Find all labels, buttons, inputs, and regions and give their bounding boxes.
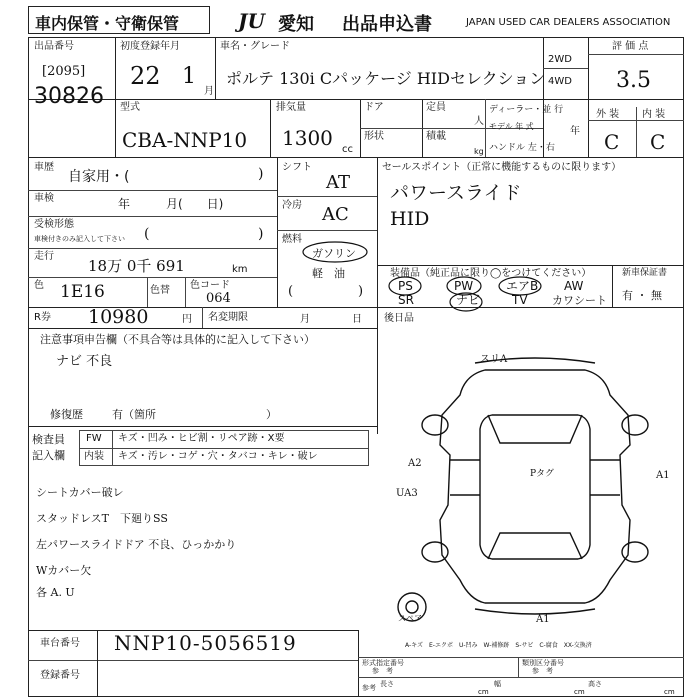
rear-items-label: 後日品 (384, 313, 414, 324)
km-unit: km (232, 264, 248, 275)
history-close: ) (258, 166, 264, 182)
receiver-label: 受検形態 (34, 219, 74, 230)
score-label: 評 価 点 (612, 41, 649, 52)
first-registration-label: 初度登録年月 (120, 41, 180, 52)
recycle-label: R券 (34, 312, 51, 323)
brand-name: 愛知 (278, 14, 314, 35)
diagram-top-note: スリA (480, 354, 508, 365)
color-replace-label: 色替 (150, 285, 170, 296)
inspector-label-1: 検査員 (32, 433, 65, 446)
registration-year: 22 (130, 62, 161, 90)
inspector-line-2: スタッドレスT 下廻りSS (36, 512, 168, 525)
equipment-seat: カワシート (552, 294, 607, 307)
equipment-tv: TV (512, 293, 528, 307)
ju-logo-text: JU (238, 9, 265, 33)
repair-history-label: 修復歴 (50, 408, 83, 421)
registration-number-label: 登録番号 (40, 670, 80, 681)
history-label: 車歴 (34, 162, 54, 173)
height-unit: cm (664, 688, 675, 696)
inspector-line-3: 左パワースライドドア 不良、ひっかかり (36, 538, 237, 551)
storage-title-box (28, 6, 210, 34)
equipment-sr: SR (398, 293, 414, 307)
color-code-label: 色コード (190, 280, 230, 291)
color-code: 064 (206, 291, 231, 306)
lot-number-label: 出品番号 (34, 41, 74, 52)
inspector-label-2: 記入欄 (32, 449, 65, 462)
shift-value: AT (326, 172, 351, 193)
person-unit: 人 (474, 116, 484, 127)
exterior-grade: C (604, 130, 620, 154)
history-value: 自家用・( (68, 169, 130, 185)
car-name-grade: ポルテ 130i Cパッケージ HIDセレクション (226, 69, 546, 88)
lot-number: 30826 (34, 84, 104, 109)
form-title: 出品申込書 (342, 14, 432, 35)
form-designation-label: 形式指定番号 (362, 659, 404, 667)
handle-label: ハンドル 左・右 (489, 143, 555, 153)
fuel-open: ( (288, 284, 294, 299)
diagram-left-a2: A2 (408, 458, 422, 469)
equipment-navi: ナビ (456, 293, 481, 307)
inspector-line-1: シートカバー破レ (36, 486, 124, 499)
storage-title: 車内保管・守衛保管 (35, 14, 180, 33)
ac-label: 冷房 (282, 200, 302, 211)
model-code: CBA-NNP10 (122, 128, 248, 152)
color-value: 1E16 (60, 282, 105, 302)
fw-items: キズ・凹み・ヒビ割・リペア跡・X要 (118, 433, 285, 444)
spare-label: スペア (398, 614, 422, 623)
interior-label: 内 装 (642, 109, 666, 120)
year-unit: 年 (570, 126, 580, 137)
capacity-label: 定員 (426, 102, 446, 113)
mileage-label: 走行 (34, 251, 54, 262)
drive-2wd: 2WD (548, 54, 572, 65)
fw-label: FW (86, 433, 102, 444)
diagram-right-a1: A1 (656, 470, 670, 481)
inspection-label: 車検 (34, 193, 54, 204)
sales-points-label: セールスポイント（正常に機能するものに限ります） (382, 162, 622, 173)
height-label: 高さ (588, 680, 602, 688)
class-number-label: 類別区分番号 (522, 659, 564, 667)
receiver-sub: 車検付きのみ記入して下さい (34, 235, 125, 243)
name-change-month: 月 (300, 314, 310, 325)
month-unit: 月 (204, 86, 214, 97)
drive-4wd: 4WD (548, 76, 572, 87)
fuel-gasoline: ガソリン (312, 247, 356, 260)
model-year-label: モデル 年 式 (489, 122, 534, 131)
repair-history-value: 有（箇所 (112, 408, 156, 421)
chassis-number: NNP10-5056519 (114, 631, 297, 655)
gasoline-circle (300, 240, 370, 264)
diagram-center-note: Pタグ (530, 469, 555, 479)
receiver-close: ) (258, 226, 264, 242)
notes-text: ナビ 不良 (56, 354, 113, 369)
warranty-label: 新車保証書 (622, 268, 668, 278)
name-change-label: 名変期限 (208, 312, 248, 323)
score-value: 3.5 (616, 68, 651, 93)
equipment-pw: PW (454, 279, 474, 293)
mileage-value: 18万 0千 691 (88, 257, 185, 275)
width-unit: cm (574, 688, 585, 696)
sales-point-1: パワースライド (390, 182, 522, 204)
fuel-diesel: 軽 油 (312, 267, 345, 280)
width-label: 幅 (494, 680, 501, 688)
recycle-value: 10980 (88, 306, 149, 328)
repair-history-close: ） (266, 408, 277, 421)
diagram-bottom-a1: A1 (536, 614, 550, 625)
warranty-value: 有 ・ 無 (622, 289, 662, 302)
association-name: JAPAN USED CAR DEALERS ASSOCIATION (466, 17, 671, 28)
dimension-ref-label: 参考 (362, 684, 376, 692)
registration-month: 1 (182, 64, 196, 89)
interior-check-items: キズ・汚レ・コゲ・穴・タバコ・キレ・破レ (118, 451, 318, 462)
color-label: 色 (34, 280, 44, 291)
shift-label: シフト (282, 162, 312, 173)
fuel-close: ) (358, 284, 364, 299)
dealer-label: ディーラー・並 行 (489, 105, 564, 115)
inspection-value: 年 月( 日) (118, 197, 224, 211)
equipment-airbag: エアB (506, 279, 539, 293)
equipment-label: 装備品（純正品に限り◯をつけてください） (390, 268, 592, 279)
load-label: 積載 (426, 131, 446, 142)
lot-bracket: [2095] (42, 64, 86, 79)
displacement-label: 排気量 (276, 102, 306, 113)
car-name-label: 車名・グレード (220, 41, 290, 52)
notes-label: 注意事項申告欄（不具合等は具体的に記入して下さい） (40, 333, 315, 346)
class-number-ref: 参 考 (532, 667, 553, 675)
chassis-number-label: 車台番号 (40, 638, 80, 649)
name-change-day: 日 (352, 314, 362, 325)
interior-grade: C (650, 130, 666, 154)
sales-point-2: HID (390, 208, 430, 230)
diagram-left-ua3: UA3 (396, 488, 418, 499)
inspector-line-4: Wカバー欠 (36, 564, 92, 577)
damage-legend: A-キズ E-エクボ U-凹み W-補修跡 S-サビ C-腐食 XX-交換済 (405, 642, 592, 649)
shape-label: 形状 (364, 131, 384, 142)
model-code-label: 型式 (120, 102, 140, 113)
cc-unit: cc (342, 144, 353, 155)
inspector-line-5: 各 A. U (36, 586, 75, 599)
equipment-aw: AW (564, 279, 584, 293)
receiver-open: ( (144, 226, 150, 242)
length-label: 長さ (380, 680, 394, 688)
yen-unit: 円 (182, 314, 192, 325)
fuel-label: 燃料 (282, 234, 302, 245)
ju-logo (238, 10, 278, 32)
length-unit: cm (478, 688, 489, 696)
form-designation-ref: 参 考 (372, 667, 393, 675)
interior-check-label: 内装 (84, 451, 104, 462)
door-label: ドア (364, 102, 384, 113)
displacement-value: 1300 (282, 126, 333, 150)
vehicle-damage-diagram (390, 345, 680, 635)
ac-value: AC (322, 204, 349, 225)
equipment-ps: PS (398, 279, 413, 293)
exterior-label: 外 装 (596, 109, 620, 120)
kg-unit: kg (474, 147, 484, 156)
